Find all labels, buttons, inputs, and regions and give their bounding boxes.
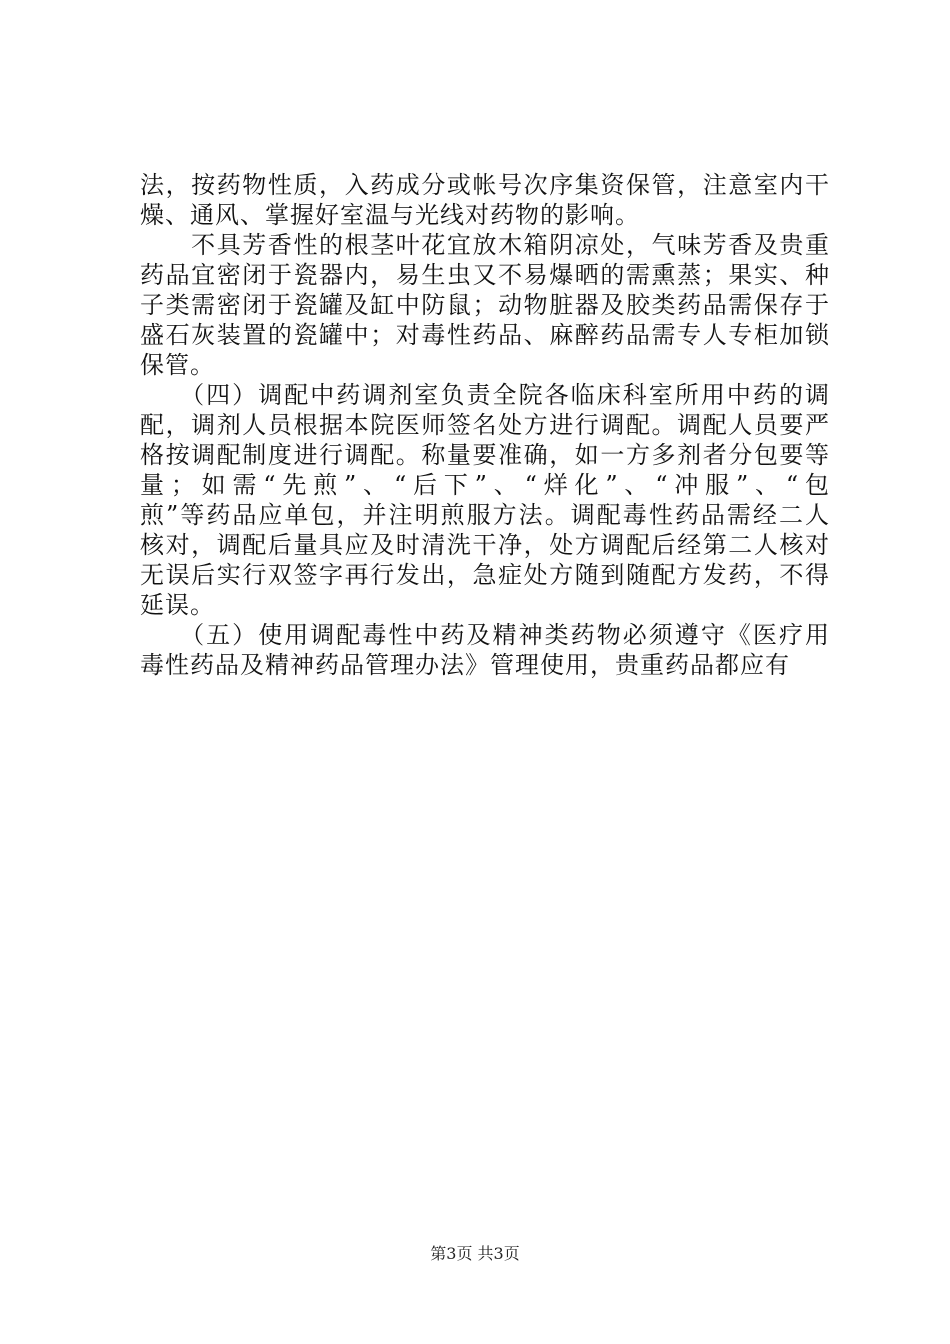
- text-line: 配，调剂人员根据本院医师签名处方进行调配。调配人员要严: [140, 411, 830, 439]
- text-line: 保管。: [140, 351, 215, 379]
- text-line: 盛石灰装置的瓷罐中；对毒性药品、麻醉药品需专人专柜加锁: [140, 321, 830, 349]
- text-line: 不具芳香性的根茎叶花宜放木箱阴凉处，气味芳香及贵重: [140, 231, 830, 259]
- text-line: 毒性药品及精神药品管理办法》管理使用，贵重药品都应有: [140, 651, 790, 679]
- text-line: 药品宜密闭于瓷器内，易生虫又不易爆晒的需熏蒸；果实、种: [140, 261, 830, 289]
- page-number-footer: 第3页 共3页: [430, 1244, 520, 1263]
- text-line: 核对，调配后量具应及时清洗干净，处方调配后经第二人核对: [140, 531, 830, 559]
- document-body: [140, 170, 830, 680]
- text-line: 煎”等药品应单包，并注明煎服方法。调配毒性药品需经二人: [140, 501, 830, 529]
- text-line: （五）使用调配毒性中药及精神类药物必须遵守《医疗用: [140, 621, 830, 649]
- text-line: 格按调配制度进行调配。称量要准确，如一方多剂者分包要等: [140, 441, 830, 469]
- text-line: 量；如需“先煎”、“后下”、“烊化”、“冲服”、“包: [140, 471, 830, 499]
- text-line: 无误后实行双签字再行发出，急症处方随到随配方发药，不得: [140, 561, 830, 589]
- text-line: 法，按药物性质，入药成分或帐号次序集资保管，注意室内干: [140, 171, 830, 199]
- text-line: （四）调配中药调剂室负责全院各临床科室所用中药的调: [140, 381, 830, 409]
- text-line: 延误。: [140, 591, 215, 619]
- text-line: 燥、通风、掌握好室温与光线对药物的影响。: [140, 201, 640, 229]
- text-line: 子类需密闭于瓷罐及缸中防鼠；动物脏器及胶类药品需保存于: [140, 291, 830, 319]
